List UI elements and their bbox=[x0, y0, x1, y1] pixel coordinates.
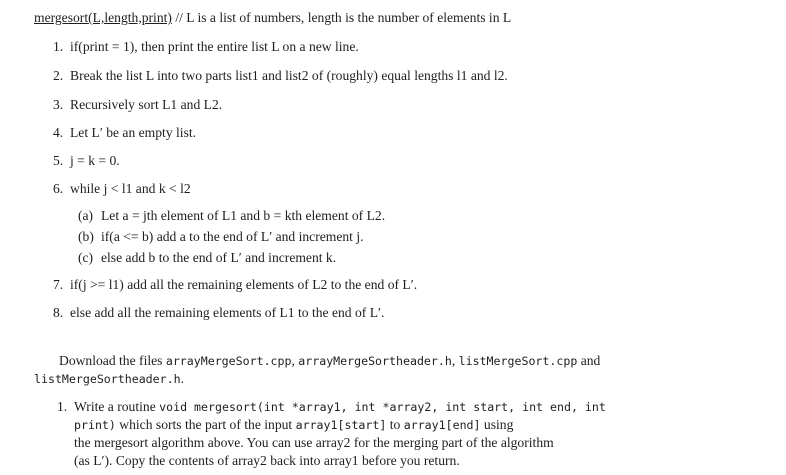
step-text: if(print = 1), then print the entire list L on a new line. bbox=[70, 39, 359, 54]
step-text: else add all the remaining elements of L1 to the end of L′. bbox=[70, 305, 385, 320]
conjunction: and bbox=[577, 353, 601, 368]
prototype-end: print) bbox=[74, 418, 116, 432]
download-paragraph bbox=[59, 352, 600, 370]
substep-text: if(a <= b) add a to the end of L′ and increment j. bbox=[101, 229, 364, 244]
separator: , bbox=[451, 353, 459, 368]
substep-text: else add b to the end of L′ and increment k. bbox=[101, 250, 337, 265]
signature-comment: // L is a list of numbers, length is the number of elements in L bbox=[171, 10, 512, 25]
task-text: which sorts the part of the input bbox=[115, 417, 296, 432]
download-prefix: Download the files bbox=[59, 353, 166, 368]
step-text: if(j >= l1) add all the remaining elements of L2 to the end of L′. bbox=[70, 277, 418, 292]
task-text: the mergesort algorithm above. You can use array2 for the merging part of the algorithm bbox=[74, 435, 554, 450]
function-prototype: void mergesort(int *array1, int *array2, int start, int end, int bbox=[159, 400, 606, 414]
task-text: Write a routine bbox=[74, 399, 160, 414]
step-number: 7. bbox=[53, 277, 64, 292]
task-1-line-3 bbox=[74, 434, 554, 452]
substep-a bbox=[78, 207, 385, 225]
step-text: Let L′ be an empty list. bbox=[70, 125, 197, 140]
task-1-line-1 bbox=[57, 398, 606, 416]
task-1-line-4 bbox=[74, 452, 460, 470]
step-number: 3. bbox=[53, 97, 64, 112]
step-number: 8. bbox=[53, 305, 64, 320]
step-7 bbox=[53, 276, 417, 294]
step-text: Break the list L into two parts list1 and list2 of (roughly) equal lengths l1 and l2. bbox=[70, 68, 508, 83]
function-signature: mergesort(L,length,print) bbox=[34, 10, 172, 25]
filename-list-cpp: listMergeSort.cpp bbox=[458, 354, 578, 368]
substep-label: (b) bbox=[78, 229, 94, 244]
step-number: 1. bbox=[53, 39, 64, 54]
step-6 bbox=[53, 180, 191, 198]
step-3 bbox=[53, 96, 222, 114]
array-start-code: array1[start] bbox=[295, 418, 387, 432]
filename-array-cpp: arrayMergeSort.cpp bbox=[165, 354, 292, 368]
step-number: 2. bbox=[53, 68, 64, 83]
task-number: 1. bbox=[57, 399, 68, 414]
task-text: using bbox=[480, 417, 514, 432]
task-text: (as L′). Copy the contents of array2 back into array1 before you return. bbox=[74, 453, 460, 468]
task-text: to bbox=[386, 417, 404, 432]
step-2 bbox=[53, 67, 508, 85]
separator: , bbox=[291, 353, 299, 368]
substep-c bbox=[78, 249, 336, 267]
array-end-code: array1[end] bbox=[403, 418, 481, 432]
substep-label: (a) bbox=[78, 208, 94, 223]
substep-b bbox=[78, 228, 364, 246]
filename-list-header: listMergeSortheader.h bbox=[34, 372, 181, 386]
substep-label: (c) bbox=[78, 250, 94, 265]
step-text: j = k = 0. bbox=[70, 153, 120, 168]
download-paragraph-cont bbox=[34, 370, 184, 388]
filename-array-header: arrayMergeSortheader.h bbox=[298, 354, 452, 368]
step-5 bbox=[53, 152, 120, 170]
step-number: 5. bbox=[53, 153, 64, 168]
step-text: Recursively sort L1 and L2. bbox=[70, 97, 223, 112]
substep-text: Let a = jth element of L1 and b = kth element of L2. bbox=[101, 208, 386, 223]
step-8 bbox=[53, 304, 384, 322]
task-1-line-2 bbox=[74, 416, 513, 434]
step-4 bbox=[53, 124, 196, 142]
step-number: 6. bbox=[53, 181, 64, 196]
step-number: 4. bbox=[53, 125, 64, 140]
step-text: while j < l1 and k < l2 bbox=[70, 181, 191, 196]
period: . bbox=[180, 371, 184, 386]
algorithm-heading bbox=[34, 9, 511, 27]
step-1 bbox=[53, 38, 359, 56]
